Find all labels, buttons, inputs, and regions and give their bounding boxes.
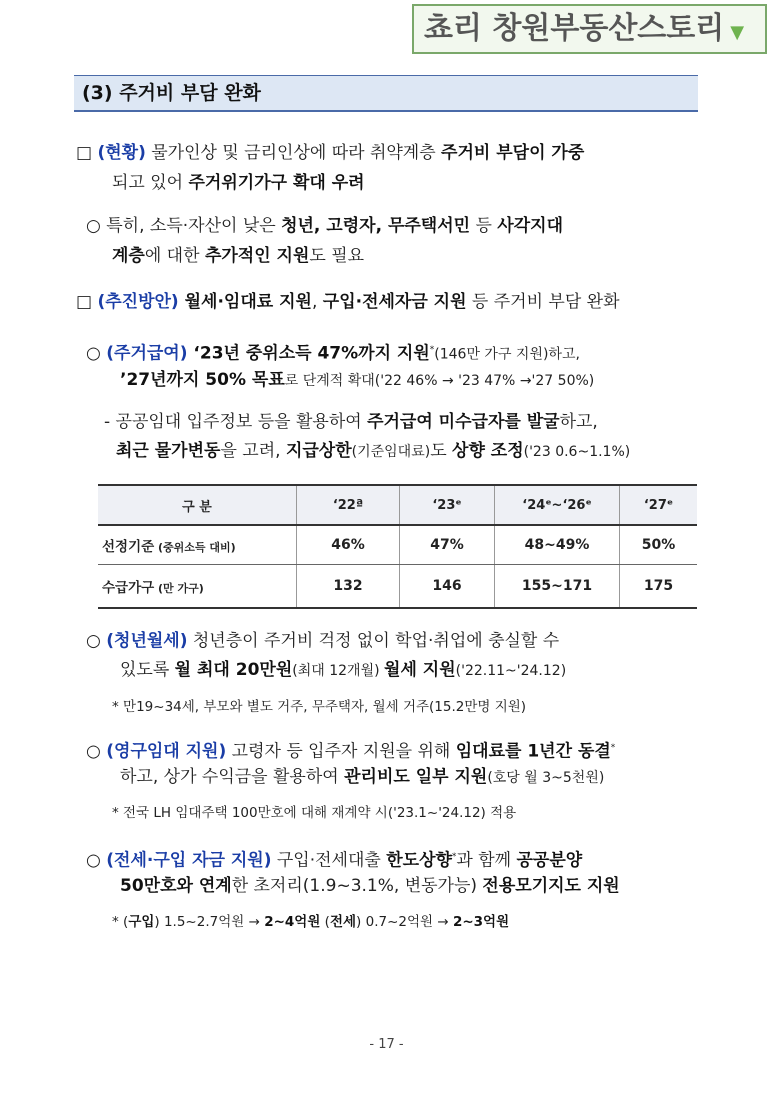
paragraph-plan: □ (추진방안) 월세·임대료 지원, 구입·전세자금 지원 등 주거비 부담 완화 bbox=[76, 292, 620, 312]
table-header-row bbox=[98, 485, 697, 525]
table-row bbox=[98, 565, 697, 609]
paragraph-permanent-rental-line2: 하고, 상가 수익금을 활용하여 관리비도 일부 지원(호당 월 3~5천원) bbox=[120, 767, 605, 787]
table-row-label: 수급가구 (만 가구) bbox=[98, 565, 297, 609]
table-cell: 47% bbox=[400, 525, 495, 565]
table-header-cell: ‘23ᵉ bbox=[400, 485, 495, 525]
table-row bbox=[98, 525, 697, 565]
benefit-criteria-table bbox=[98, 484, 697, 609]
chevron-down-icon: ▼ bbox=[730, 22, 745, 43]
footnote-permanent-rental: * 전국 LH 임대주택 100만호에 대해 재계약 시('23.1~'24.12) 적용 bbox=[112, 805, 517, 821]
paragraph-housing-benefit-line2: ’27년까지 50% 목표로 단계적 확대('22 46% → '23 47% →'27 50%) bbox=[120, 370, 595, 390]
paragraph-status-line2: 되고 있어 주거위기가구 확대 우려 bbox=[112, 173, 365, 193]
watermark-logo: 쵸리 창원부동산스토리 ▼ bbox=[412, 4, 767, 54]
paragraph-gap-line1: ○ 특히, 소득·자산이 낮은 청년, 고령자, 무주택서민 등 사각지대 bbox=[86, 216, 563, 236]
paragraph-housing-benefit-line1: ○ (주거급여) ‘23년 중위소득 47%까지 지원*(146만 가구 지원)하고, bbox=[86, 343, 580, 364]
paragraph-permanent-rental-line1: ○ (영구임대 지원) 고령자 등 입주자 지원을 위해 임대료를 1년간 동결* bbox=[86, 741, 616, 762]
paragraph-youth-rent-line1: ○ (청년월세) 청년층이 주거비 걱정 없이 학업·취업에 충실할 수 bbox=[86, 631, 560, 651]
paragraph-status-line1: □ (현황) 물가인상 및 금리인상에 따라 취약계층 주거비 부담이 가중 bbox=[76, 143, 585, 163]
table-row-label: 선정기준 (중위소득 대비) bbox=[98, 525, 297, 565]
paragraph-jeonse-loan-line1: ○ (전세·구입 자금 지원) 구입·전세대출 한도상향*과 함께 공공분양 bbox=[86, 850, 583, 871]
table-cell: 175 bbox=[620, 565, 698, 609]
table-header-cell: ‘22ª bbox=[297, 485, 400, 525]
table-header-cell: 구 분 bbox=[98, 485, 297, 525]
table-cell: 46% bbox=[297, 525, 400, 565]
table-cell: 48~49% bbox=[495, 525, 620, 565]
table-header-cell: ‘24ᵉ~‘26ᵉ bbox=[495, 485, 620, 525]
table-cell: 155~171 bbox=[495, 565, 620, 609]
table-cell: 132 bbox=[297, 565, 400, 609]
table-cell: 146 bbox=[400, 565, 495, 609]
footnote-youth-rent: * 만19~34세, 부모와 별도 거주, 무주택자, 월세 거주(15.2만명 지원) bbox=[112, 699, 527, 715]
footnote-jeonse-loan: * (구입) 1.5~2.7억원 → 2~4억원 (전세) 0.7~2억원 → 2~3억원 bbox=[112, 914, 510, 930]
section-heading: (3) 주거비 부담 완화 bbox=[74, 75, 698, 112]
table-cell: 50% bbox=[620, 525, 698, 565]
paragraph-benefit-detail-line1: - 공공임대 입주정보 등을 활용하여 주거급여 미수급자를 발굴하고, bbox=[104, 412, 598, 432]
table-header-cell: ‘27ᵉ bbox=[620, 485, 698, 525]
paragraph-youth-rent-line2: 있도록 월 최대 20만원(최대 12개월) 월세 지원('22.11~'24.12) bbox=[120, 660, 567, 680]
page-number: - 17 - bbox=[369, 1037, 404, 1052]
paragraph-jeonse-loan-line2: 50만호와 연계한 초저리(1.9~3.1%, 변동가능) 전용모기지도 지원 bbox=[120, 876, 620, 896]
paragraph-benefit-detail-line2: 최근 물가변동을 고려, 지급상한(기준임대료)도 상향 조정('23 0.6~1.1%) bbox=[116, 441, 631, 461]
paragraph-gap-line2: 계층에 대한 추가적인 지원도 필요 bbox=[112, 246, 365, 266]
